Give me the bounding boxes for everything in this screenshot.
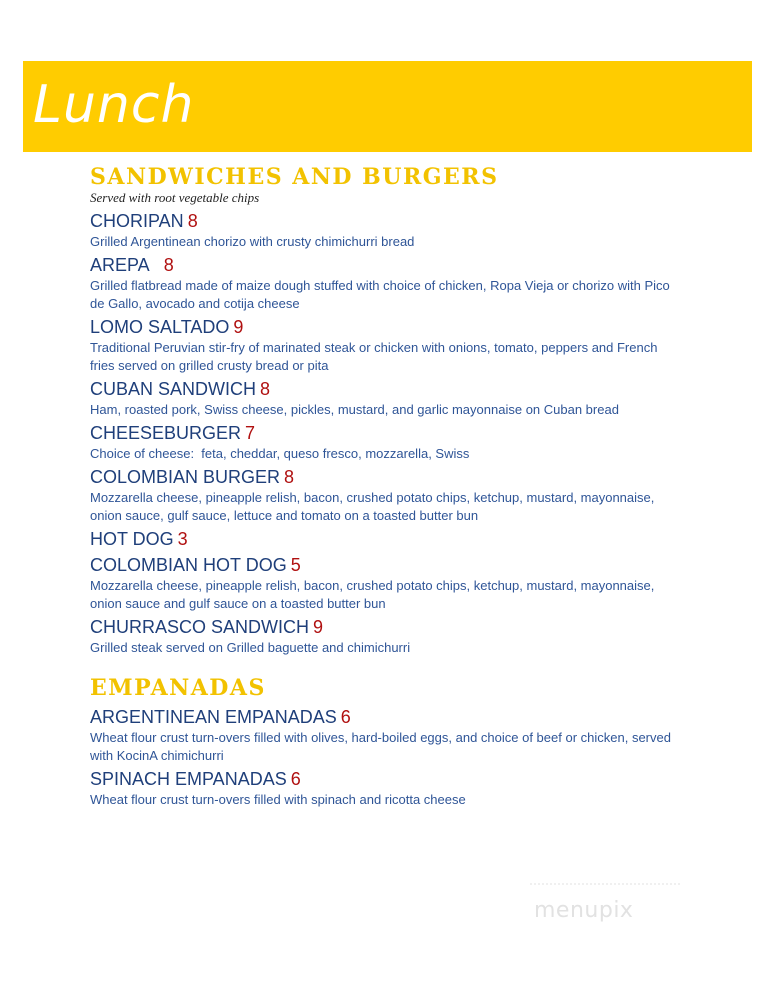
item-description: Mozzarella cheese, pineapple relish, bacon, crushed potato chips, ketchup, mustard, mayonnaise, onion sauce and gulf sauce on a toasted butter bun [90,578,655,611]
item-name: LOMO SALTADO [90,317,230,337]
section-title: SANDWICHES AND BURGERS [90,164,499,190]
item-description: Wheat flour crust turn-overs filled with olives, hard-boiled eggs, and choice of beef or chicken, served with KocinA chimichurri [90,730,671,763]
menu-section-sandwiches [90,162,730,657]
item-price: 8 [260,379,271,399]
item-name: CHEESEBURGER [90,423,242,443]
item-name: SPINACH EMPANADAS [90,769,287,789]
item-name: CHURRASCO SANDWICH [90,617,310,637]
item-name: AREPA [90,255,150,275]
menu-item-hot-dog [90,527,730,551]
menu-item-colombian-hot-dog [90,553,730,613]
section-note: Served with root vegetable chips [90,190,260,205]
lunch-banner [23,61,752,152]
menu-item-lomo-saltado [90,315,730,375]
item-description: Traditional Peruvian stir-fry of marinated steak or chicken with onions, tomato, peppers and French fries served on grilled crusty bread or pita [90,340,658,373]
item-price: 6 [340,707,351,727]
watermark-decoration [530,883,680,891]
item-description: Mozzarella cheese, pineapple relish, bacon, crushed potato chips, ketchup, mustard, mayonnaise, onion sauce, gulf sauce, lettuce and tomato on a toasted butter bun [90,490,655,523]
item-name: COLOMBIAN BURGER [90,467,281,487]
item-name: CUBAN SANDWICH [90,379,257,399]
menu-item-spinach-empanadas [90,767,730,809]
menu-item-choripan [90,209,730,251]
item-name: HOT DOG [90,529,174,549]
item-name: CHORIPAN [90,211,184,231]
item-price: 8 [163,255,174,275]
menu-item-arepa [90,253,730,313]
menu-item-argentinean-empanadas [90,705,730,765]
item-description: Grilled flatbread made of maize dough stuffed with choice of chicken, Ropa Vieja or chorizo with Pico de Gallo, avocado and cotija cheese [90,278,670,311]
item-description: Grilled Argentinean chorizo with crusty chimichurri bread [90,234,415,249]
item-price: 9 [313,617,324,637]
item-price: 5 [290,555,301,575]
menu-content [90,162,730,809]
menu-item-cuban-sandwich [90,377,730,419]
item-description: Grilled steak served on Grilled baguette and chimichurri [90,640,411,655]
item-price: 6 [290,769,301,789]
item-description: Ham, roasted pork, Swiss cheese, pickles, mustard, and garlic mayonnaise on Cuban bread [90,402,619,417]
menu-item-cheeseburger [90,421,730,463]
item-description: Wheat flour crust turn-overs filled with spinach and ricotta cheese [90,792,466,807]
watermark-logo: menupix [534,898,634,923]
menu-item-colombian-burger [90,465,730,525]
item-price: 9 [233,317,244,337]
item-description: Choice of cheese: feta, cheddar, queso fresco, mozzarella, Swiss [90,446,470,461]
item-price: 3 [177,529,188,549]
item-name: COLOMBIAN HOT DOG [90,555,287,575]
item-price: 8 [284,467,295,487]
menu-section-empanadas [90,673,730,809]
item-price: 7 [245,423,256,443]
page-title: Lunch [33,75,195,135]
section-title: EMPANADAS [90,675,266,701]
menu-item-churrasco-sandwich [90,615,730,657]
item-price: 8 [187,211,198,231]
item-name: ARGENTINEAN EMPANADAS [90,707,337,727]
